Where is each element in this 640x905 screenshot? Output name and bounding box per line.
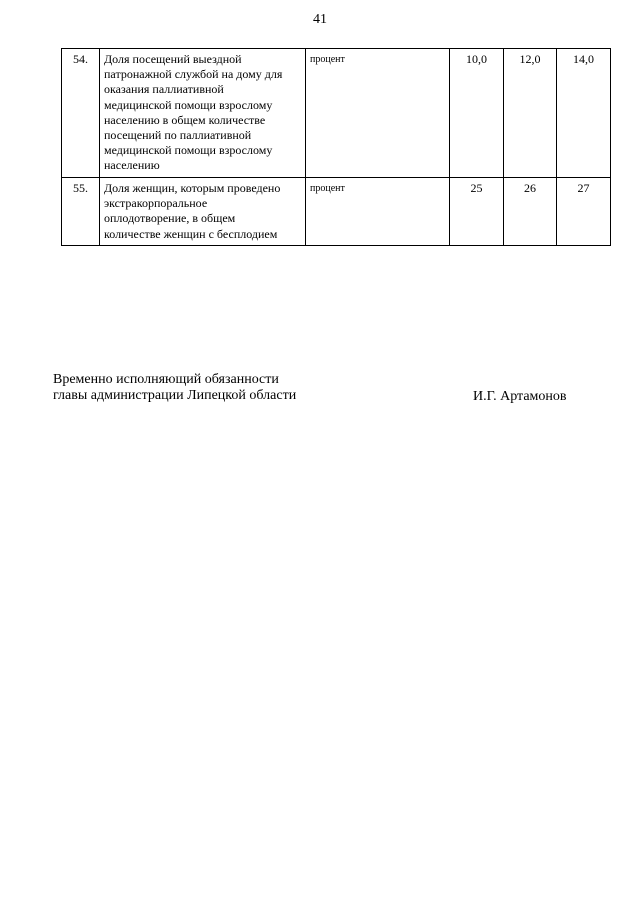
- table-row: [62, 178, 611, 246]
- indicator-name-line: оплодотворение, в общем: [104, 211, 236, 226]
- value-year-3: 14,0: [557, 49, 611, 178]
- signatory-title-line: Временно исполняющий обязанности: [53, 372, 279, 387]
- page-number: 41: [313, 12, 327, 27]
- signatory-name: И.Г. Артамонов: [473, 389, 567, 404]
- indicator-name-line: посещений по паллиативной: [104, 128, 252, 143]
- value-year-3: 27: [557, 178, 611, 246]
- signatory-title: [53, 372, 296, 404]
- indicator-name-line: Доля женщин, которым проведено: [104, 181, 281, 195]
- value-year-1: 10,0: [450, 49, 504, 178]
- value-year-1: 25: [450, 178, 504, 246]
- indicator-name: [100, 49, 306, 178]
- signatory-title-line: главы администрации Липецкой области: [53, 388, 297, 403]
- indicator-name-line: населению: [104, 158, 160, 173]
- indicator-name-line: экстракорпоральное: [104, 196, 208, 211]
- indicator-name-line: медицинской помощи взрослому: [104, 97, 273, 112]
- table-row: [62, 49, 611, 178]
- indicator-name-line: количестве женщин с бесплодием: [104, 226, 278, 241]
- row-number: 54.: [62, 49, 100, 178]
- unit-cell: процент: [306, 49, 450, 178]
- indicator-name-line: населению в общем количестве: [104, 112, 266, 127]
- indicator-name-line: медицинской помощи взрослому: [104, 143, 273, 158]
- row-number: 55.: [62, 178, 100, 246]
- indicators-table: [61, 48, 611, 246]
- indicator-name-line: Доля посещений выездной: [104, 52, 242, 66]
- value-year-2: 12,0: [504, 49, 557, 178]
- indicator-name-line: патронажной службой на дому для: [104, 67, 283, 82]
- indicator-name-line: оказания паллиативной: [104, 82, 224, 97]
- unit-cell: процент: [306, 178, 450, 246]
- indicator-name: [100, 178, 306, 246]
- value-year-2: 26: [504, 178, 557, 246]
